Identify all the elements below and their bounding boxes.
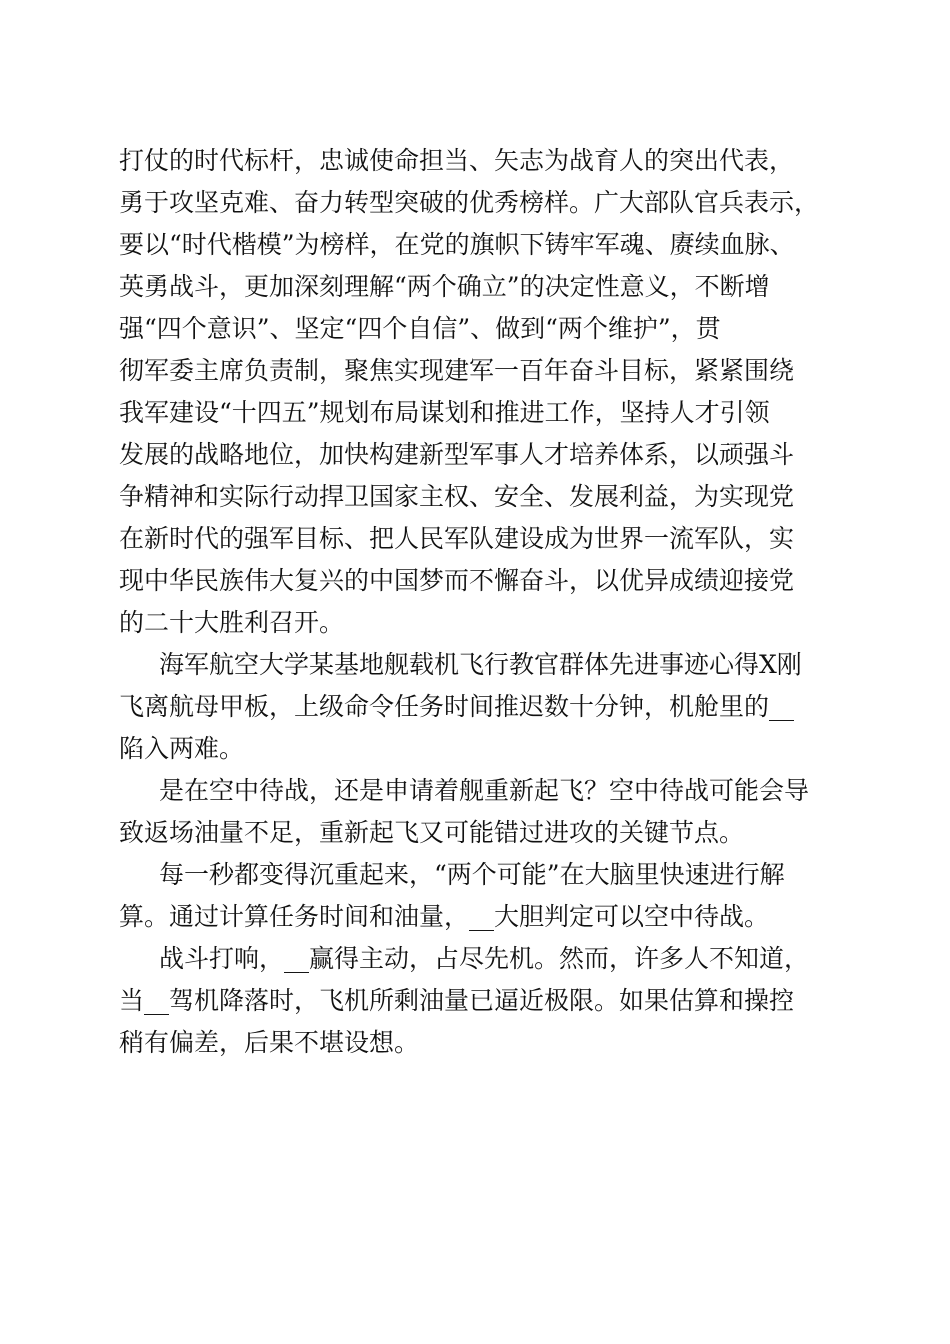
text-line: 勇于攻坚克难、奋力转型突破的优秀榜样。广大部队官兵表示， bbox=[119, 188, 820, 217]
text-line: 我军建设“十四五”规划布局谋划和推进工作，坚持人才引领 bbox=[119, 398, 770, 427]
text-line: 当__驾机降落时，飞机所剩油量已逼近极限。如果估算和操控 bbox=[119, 986, 795, 1015]
text-line: 英勇战斗，更加深刻理解“两个确立”的决定性意义，不断增 bbox=[119, 272, 770, 301]
text-line: 陷入两难。 bbox=[119, 734, 245, 763]
text-line: 致返场油量不足，重新起飞又可能错过进攻的关键节点。 bbox=[119, 818, 745, 847]
paragraph-start-line: 是在空中待战，还是申请着舰重新起飞？空中待战可能会导 bbox=[159, 776, 810, 805]
text-line: 算。通过计算任务时间和油量，__大胆判定可以空中待战。 bbox=[119, 902, 770, 931]
document-body bbox=[119, 140, 839, 1064]
text-line: 在新时代的强军目标、把人民军队建设成为世界一流军队，实 bbox=[119, 524, 795, 553]
paragraph-start-line: 每一秒都变得沉重起来，“两个可能”在大脑里快速进行解 bbox=[159, 860, 785, 889]
text-line: 发展的战略地位，加快构建新型军事人才培养体系，以顽强斗 bbox=[119, 440, 795, 469]
text-line: 争精神和实际行动捍卫国家主权、安全、发展利益，为实现党 bbox=[119, 482, 795, 511]
text-line: 要以“时代楷模”为榜样，在党的旗帜下铸牢军魂、赓续血脉、 bbox=[119, 230, 795, 259]
text-line: 彻军委主席负责制，聚焦实现建军一百年奋斗目标，紧紧围绕 bbox=[119, 356, 795, 385]
paragraph-start-line: 海军航空大学某基地舰载机飞行教官群体先进事迹心得X刚 bbox=[159, 650, 802, 679]
text-line: 的二十大胜利召开。 bbox=[119, 608, 345, 637]
text-line: 稍有偏差，后果不堪设想。 bbox=[119, 1028, 420, 1057]
paragraph-start-line: 战斗打响，__赢得主动，占尽先机。然而，许多人不知道， bbox=[159, 944, 810, 973]
text-line: 打仗的时代标杆，忠诚使命担当、矢志为战育人的突出代表， bbox=[119, 146, 795, 175]
text-line: 飞离航母甲板，上级命令任务时间推迟数十分钟，机舱里的__ bbox=[119, 692, 795, 721]
text-line: 现中华民族伟大复兴的中国梦而不懈奋斗，以优异成绩迎接党 bbox=[119, 566, 795, 595]
text-line: 强“四个意识”、坚定“四个自信”、做到“两个维护”，贯 bbox=[119, 314, 721, 343]
